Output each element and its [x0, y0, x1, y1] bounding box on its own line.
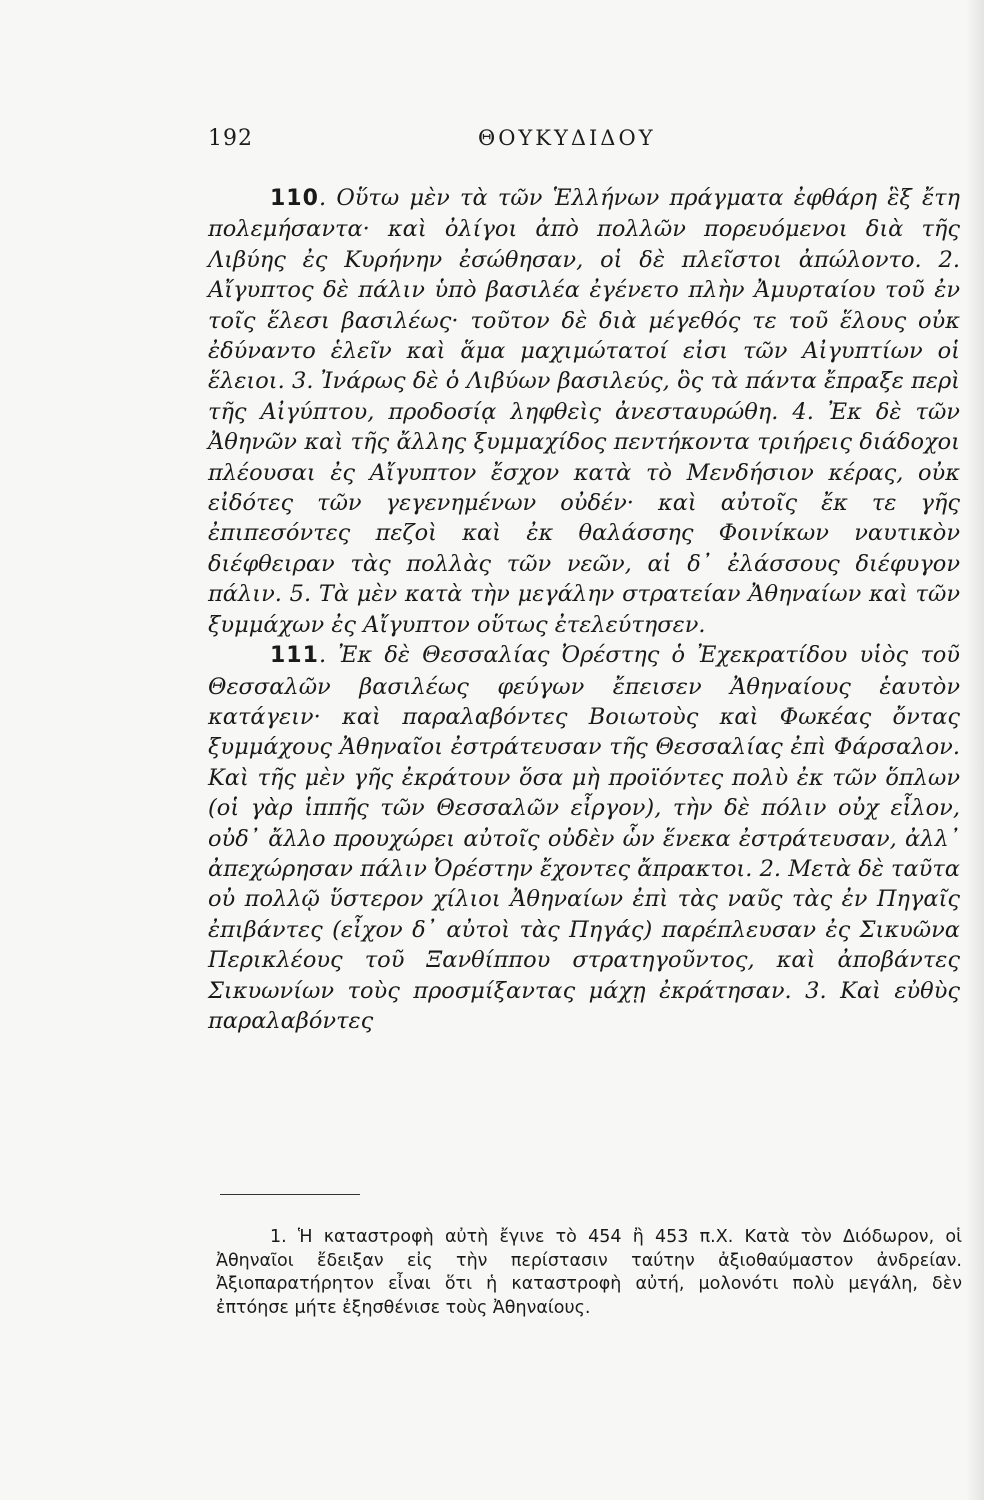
paragraph-number: 110 — [270, 186, 319, 211]
page-header — [208, 126, 960, 166]
footnote: 1. Ἡ καταστροφὴ αὐτὴ ἔγινε τὸ 454 ἢ 453 π.Χ. Κατὰ τὸν Διόδωρον, οἱ Ἀθηναῖοι ἔδειξαν εἰς τὴν περίστασιν ταύτην ἀξιοθαύμαστον ἀνδρείαν. Ἀξιοπαρατήρητον εἶναι ὅτι ἡ καταστροφὴ αὐτή, μολονότι πολὺ μεγάλη, δὲν ἐπτόησε μήτε ἐξησθένισε τοὺς Ἀθηναίους. — [216, 1227, 962, 1318]
main-text — [208, 183, 960, 1036]
paragraph-number: 111 — [270, 643, 319, 669]
running-title: ΘΟΥΚΥΔΙΔΟΥ — [478, 126, 656, 150]
paragraph-111 — [208, 640, 960, 1036]
page-number: 192 — [208, 126, 253, 151]
paragraph-text: . Οὕτω μὲν τὰ τῶν Ἑλλήνων πράγματα ἐφθάρη ἓξ ἔτη πολεμήσαντα· καὶ ὀλίγοι ἀπὸ πολλῶν πορευόμενοι διὰ τῆς Λιβύης ἐς Κυρήνην ἐσώθησαν, οἱ δὲ πλεῖστοι ἀπώλοντο. 2. Αἴγυπτος δὲ πάλιν ὑπὸ βασιλέα ἐγένετο πλὴν Ἀμυρταίου τοῦ ἐν τοῖς ἕλεσι βασιλέως· τοῦτον δὲ διὰ μέγεθός τε τοῦ ἕλους οὐκ ἐδύναντο ἑλεῖν καὶ ἅμα μαχιμώτατοί εἰσι τῶν Αἰγυπτίων οἱ ἕλειοι. 3. Ἰνάρως δὲ ὁ Λιβύων βασιλεύς, ὃς τὰ πάντα ἔπραξε περὶ τῆς Αἰγύπτου, προδοσίᾳ ληφθεὶς ἀνεσταυρώθη. 4. Ἐκ δὲ τῶν Ἀθηνῶν καὶ τῆς ἄλλης ξυμμαχίδος πεντήκοντα τριήρεις διάδοχοι πλέουσαι ἐς Αἴγυπτον ἔσχον κατὰ τὸ Μενδήσιον κέρας, οὐκ εἰδότες τῶν γεγενημένων οὐδέν· καὶ αὐτοῖς ἔκ τε γῆς ἐπιπεσόντες πεζοὶ καὶ ἐκ θαλάσσης Φοινίκων ναυτικὸν διέφθειραν τὰς πολλὰς τῶν νεῶν, αἱ δ᾽ ἐλάσσους διέφυγον πάλιν. 5. Τὰ μὲν κατὰ τὴν μεγάλην στρατείαν Ἀθηναίων καὶ τῶν ξυμμάχων ἐς Αἴγυπτον οὕτως ἐτελεύτησεν. — [208, 185, 960, 638]
paragraph-110 — [208, 183, 960, 640]
paragraph-text: . Ἐκ δὲ Θεσσαλίας Ὀρέστης ὁ Ἐχεκρατίδου υἱὸς τοῦ Θεσσαλῶν βασιλέως φεύγων ἔπεισεν Ἀθηναίους ἑαυτὸν κατάγειν· καὶ παραλαβόντες Βοιωτοὺς καὶ Φωκέας ὄντας ξυμμάχους Ἀθηναῖοι ἐστράτευσαν τῆς Θεσσαλίας ἐπὶ Φάρσαλον. Καὶ τῆς μὲν γῆς ἐκράτουν ὅσα μὴ προϊόντες πολὺ ἐκ τῶν ὅπλων (οἱ γὰρ ἱππῆς τῶν Θεσσαλῶν εἶργον), τὴν δὲ πόλιν οὐχ εἷλον, οὐδ᾽ ἄλλο προυχώρει αὐτοῖς οὐδὲν ὧν ἕνεκα ἐστράτευσαν, ἀλλ᾽ ἀπεχώρησαν πάλιν Ὀρέστην ἔχοντες ἄπρακτοι. 2. Μετὰ δὲ ταῦτα οὐ πολλῷ ὕστερον χίλιοι Ἀθηναίων ἐπὶ τὰς ναῦς τὰς ἐν Πηγαῖς ἐπιβάντες (εἶχον δ᾽ αὐτοὶ τὰς Πηγάς) παρέπλευσαν ἐς Σικυῶνα Περικλέους τοῦ Ξανθίππου στρατηγοῦντος, καὶ ἀποβάντες Σικυωνίων τοὺς προσμίξαντας μάχῃ ἐκράτησαν. 3. Καὶ εὐθὺς παραλαβόντες — [208, 642, 960, 1034]
page-edge-shadow — [966, 0, 984, 1500]
footnote-divider — [220, 1194, 360, 1195]
